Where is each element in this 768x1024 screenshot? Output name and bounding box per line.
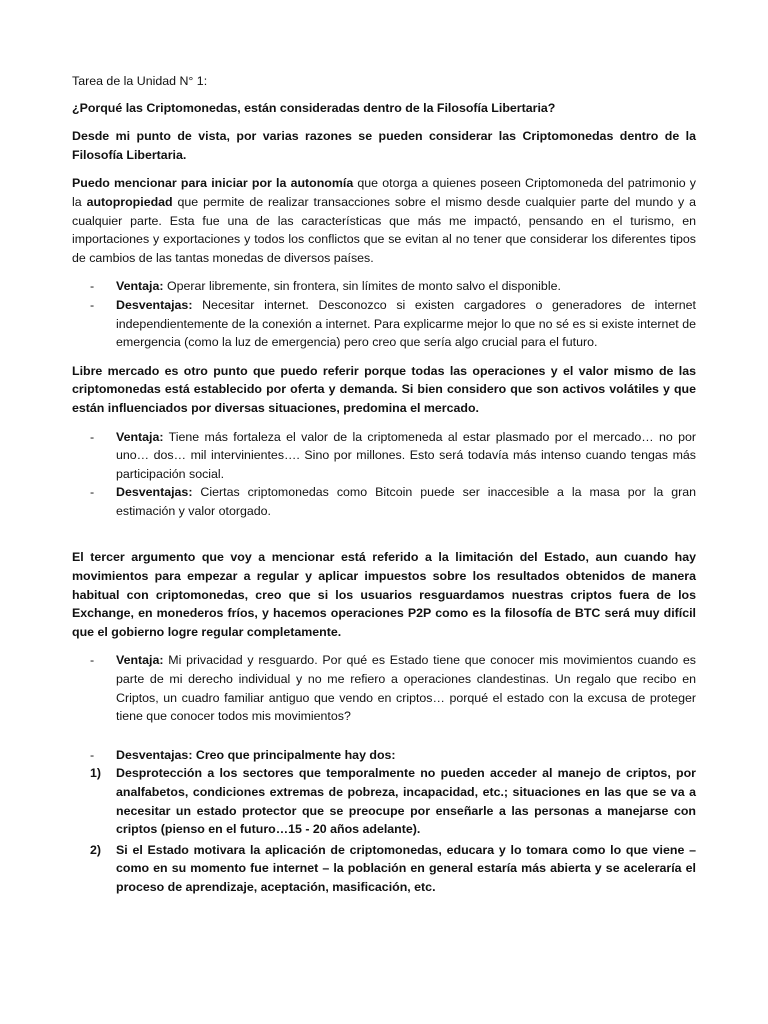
intro-paragraph: Desde mi punto de vista, por varias razones se pueden considerar las Criptomonedas dentro de la Filosofía Libertaria. <box>72 129 696 162</box>
list-number: 1) <box>90 766 102 781</box>
bullet-label: Desventajas: <box>116 485 193 500</box>
list-item <box>72 841 696 897</box>
list-item <box>72 651 696 725</box>
list-number: 2) <box>90 842 102 857</box>
state-desventajas <box>72 746 696 765</box>
desventajas-heading: Desventajas: Creo que principalmente hay dos: <box>116 747 396 762</box>
list-item <box>72 296 696 352</box>
list-item <box>72 764 696 838</box>
state-rest: aun cuando hay movimientos para empezar a regular y aplicar impuestos sobre los resultados obtenidos de manera habitual con criptomonedas, creo que si los usuarios resguardamos nuestras criptos fuera de los Exchange, en monederos fríos, y hacemos operaciones P2P como es la filosofía de BTC será muy difícil que el gobierno logre regular completamente. <box>72 550 696 639</box>
desventajas-numbered-list <box>72 764 696 896</box>
bullet-text: Tiene más fortaleza el valor de la criptomeneda al estar plasmado por el mercado… no por uno… dos… mil intervinientes…. Sino por millones. Esto será todavía más intenso cuando tengas más participación social. <box>116 429 696 481</box>
list-item <box>72 483 696 520</box>
autonomy-mid: que otorga a quienes poseen Criptomoneda del patrimonio y la <box>72 176 696 209</box>
market-bullets <box>72 428 696 521</box>
spacer <box>72 736 696 746</box>
list-item <box>72 746 696 765</box>
list-item <box>72 277 696 296</box>
state-ventaja <box>72 651 696 725</box>
bullet-label: Ventaja: <box>116 279 164 294</box>
document-title: Tarea de la Unidad N° 1: <box>72 74 208 88</box>
bullet-text: Necesitar internet. Desconozco si existen cargadores o generadores de internet independientemente de la conexión a internet. Para explicarme mejor lo que no sé es si existe internet de emergencia (como la luz de emergencia) pero creo que sería algo crucial para el futuro. <box>116 297 696 350</box>
bullet-text: Operar libremente, sin frontera, sin límites de monto salvo el disponible. <box>163 279 561 294</box>
state-lead: El tercer argumento que voy a mencionar está referido a la limitación del Estado, <box>72 550 589 565</box>
bullet-label: Ventaja: <box>116 429 164 444</box>
bullet-text: Ciertas criptomonedas como Bitcoin puede ser inaccesible a la masa por la gran estimación y valor otorgado. <box>116 485 696 518</box>
bullet-text: Mi privacidad y resguardo. Por qué es Estado tiene que conocer mis movimientos cuando es parte de mi derecho individual y no me refiero a operaciones clandestinas. Un regalo que recibo en Criptos, un cuadro familiar antiguo que vendo en criptos… porqué el estado con la excusa de proteger tiene que conocer todos mis movimientos? <box>116 653 696 724</box>
bullet-label: Desventajas: <box>116 297 193 312</box>
market-paragraph: Libre mercado es otro punto que puedo referir porque todas las operaciones y el valor mismo de las criptomonedas está establecido por oferta y demanda. Si bien considero que son activos volátiles y que están influenciados por diversas situaciones, predomina el mercado. <box>72 363 696 415</box>
autonomy-lead: Puedo mencionar para iniciar por la autonomía <box>72 176 354 191</box>
list-text: Desprotección a los sectores que temporalmente no pueden acceder al manejo de criptos, por analfabetos, condiciones extremas de pobreza, incapacidad, etc.; situaciones en las que se va a necesitar un estado protector que se preocupe por enseñarle a las personas a manejarse con criptos (pienso en el futuro…15 - 20 años adelante). <box>116 766 696 837</box>
autopropiedad-term: autopropiedad <box>86 194 173 209</box>
autonomy-bullets <box>72 277 696 351</box>
list-item <box>72 428 696 484</box>
state-paragraph <box>72 548 696 641</box>
bullet-label: Ventaja: <box>116 653 164 668</box>
autonomy-rest: que permite de realizar transacciones sobre el mismo desde cualquier parte del mundo y a cualquier parte. Esta fue una de las características que más me impactó, pensando en el turismo, en importaciones y exportaciones y todos los conflictos que se evitan al no tener que considerar los diferentes tipos de cambios de las tantas monedas de diversos países. <box>72 194 696 265</box>
document-question: ¿Porqué las Criptomonedas, están consideradas dentro de la Filosofía Libertaria? <box>72 100 556 115</box>
list-text: Si el Estado motivara la aplicación de criptomonedas, educara y lo tomara como lo que viene – como en su momento fue internet – la población en general estaría más abierta y se aceleraría el proceso de aprendizaje, aceptación, masificación, etc. <box>116 842 696 894</box>
autonomy-paragraph <box>72 174 696 267</box>
spacer <box>72 530 696 548</box>
